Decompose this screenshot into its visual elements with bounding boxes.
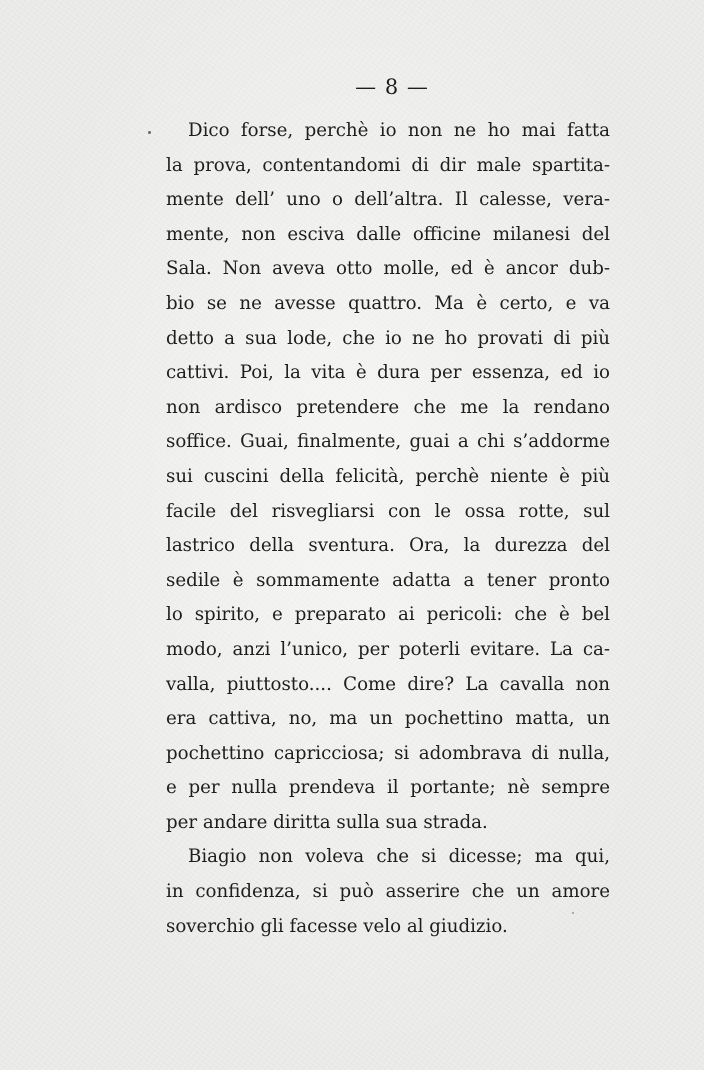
text-line: sedile è sommamente adatta a tener pronto [166,569,610,591]
text-line: pochettino capricciosa; si adombrava di nulla, [166,742,610,764]
text-line: cattivi. Poi, la vita è dura per essenza, ed io [166,362,610,384]
text-line: mente, non esciva dalle officine milanesi del [166,223,610,245]
text-line: valla, piuttosto.... Come dire? La cavalla non [166,673,610,695]
text-line: facile del risvegliarsi con le ossa rotte, sul [166,500,610,522]
text-line: lo spirito, e preparato ai pericoli: che è bel [166,604,610,626]
text-line: la prova, contentandomi di dir male spartita- [166,154,610,176]
text-line: lastrico della sventura. Ora, la durezza del [166,535,610,557]
paragraph-2 [166,840,610,944]
paragraph-1 [166,114,610,840]
page-number: — 8 — [355,75,429,99]
text-line: soverchio gli facesse velo al giudizio. [166,915,508,937]
text-line: bio se ne avesse quattro. Ma è certo, e va [166,292,610,314]
text-line: mente dell’ uno o dell’altra. Il calesse, vera- [166,189,610,211]
text-line: era cattiva, no, ma un pochettino matta, un [166,708,610,730]
text-line: in confidenza, si può asserire che un amore [166,881,610,903]
text-line: Sala. Non aveva otto molle, ed è ancor dub- [166,258,610,280]
text-line: detto a sua lode, che io ne ho provati di più [166,327,610,349]
text-line: Dico forse, perchè io non ne ho mai fatta [188,120,610,141]
text-line: sui cuscini della felicità, perchè niente è più [166,465,610,487]
text-line: soffice. Guai, finalmente, guai a chi s’addorme [166,431,610,453]
paper-speck [148,131,151,134]
text-line: e per nulla prendeva il portante; nè sempre [166,777,610,799]
text-line: modo, anzi l’unico, per poterli evitare. La ca- [166,638,610,660]
text-line: per andare diritta sulla sua strada. [166,811,488,833]
body-text [166,114,610,944]
text-line: non ardisco pretendere che me la rendano [166,396,610,418]
text-line: Biagio non voleva che si dicesse; ma qui, [188,846,610,868]
